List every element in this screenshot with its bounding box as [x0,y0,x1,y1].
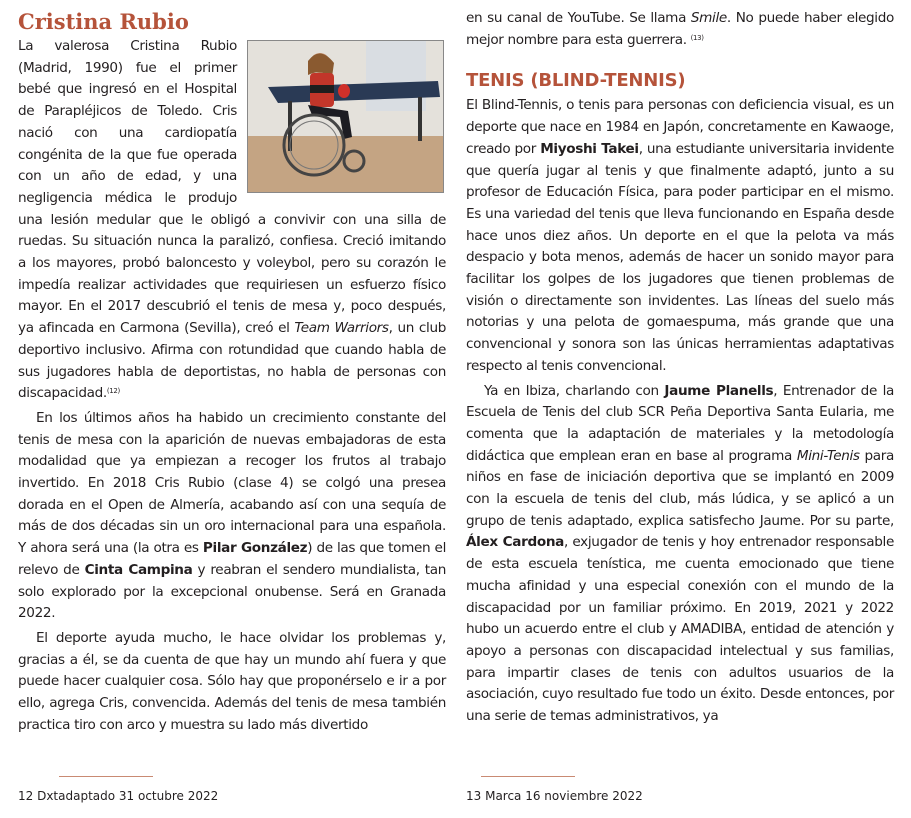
name-cinta-campina: Cinta Campina [84,561,193,578]
paragraph-continued: en su canal de YouTube. Se llama Smile. No puede haber elegido mejor nombre para esta guerrera. $^{(13)}$ [466,10,894,48]
paragraph-ibiza: Ya en Ibiza, charlando con Jaume Planells, Entrenador de la Escuela de Tenis del club SCR Peña Deportiva Santa Eularia, me comenta que la adaptación de materiales y la metodología didáctica que emplean eran en base al programa Mini-Tenis para niños en fase de iniciación deportiva que se implantó en 2009 con la escuela de tenis del club, más lúdica, y se aplicó a un grupo de tenis adaptado, explica satisfecho Jaume. Por su parte, Álex Cardona, exjugador de tenis y hoy entrenador responsable de esta escuela tenística, me cuenta emocionado que tiene mucha afinidad y una especial conexión con el mundo de la discapacidad por un familiar próximo. En 2019, 2021 y 2022 hubo un acuerdo entre el club y AMADIBA, entidad de atención y apoyo a personas con discapacidad intelectual y sus familias, para impartir clases de tenis con adultos usuarios de la asociación, cuyo resultado fue todo un éxito. Desde entonces, por una serie de temas administrativos, ya [466,382,895,725]
name-miyoshi-takei: Miyoshi Takei [540,140,639,157]
footnote-divider-right [481,776,575,777]
paragraph-blind-tennis: El Blind-Tennis, o tenis para personas con deficiencia visual, es un deporte que nace en 1984 en Japón, concretamente en Kawaoge, creado por Miyoshi Takei, una estudiante universitaria invidente que quería jugar al tenis y que finalmente adaptó, junto a su profesor de Educación Física, para poder participar en el mismo. Es una variedad del tenis que lleva funcionando en España desde hace unos diez años. Un deporte en el que la pelota va más despacio y bota menos, además de hacer un sonido mayor para facilitar los golpes de los jugadores que tienen problemas de visión o directamente son invidentes. Las líneas del suelo más notorias y una pelota de gomaespuma, más grande que una convencional y sonora son las únicas herramientas adaptativas respecto al tenis convencional. [466,97,894,374]
footnote-ref-13: (13) [690,33,704,42]
photo-cristina-rubio [247,40,444,193]
right-column [466,8,894,728]
name-jaume-planells: Jaume Planells [664,382,774,399]
section-heading-blind-tennis: TENIS (BLIND-TENNIS) [466,70,686,92]
name-pilar-gonzalez: Pilar González [202,540,308,557]
footnote-divider-left [59,776,153,777]
name-alex-cardona: Álex Cardona [466,534,564,551]
section-heading-cristina-rubio: Cristina Rubio [18,9,189,34]
left-column [18,8,446,737]
paragraph-3: El deporte ayuda mucho, le hace olvidar los problemas y, gracias a él, se da cuenta de que hay un mundo ahí fuera y que puede hacer cualquier cosa. Sólo hay que proponérselo e ir a por ello, agrega Cris, convencida. Además del tenis de mesa también practica tiro con arco y muestra su lado más divertido [18,629,446,733]
footnote-ref-12: (12) [106,387,120,396]
photo-illustration [248,41,443,192]
paragraph-2: En los últimos años ha habido un crecimiento constante del tenis de mesa con la aparición de nuevas embajadoras de esta modalidad que ya empiezan a recoger los frutos al trabajo invertido. En 2018 Cris Rubio (clase 4) se colgó una presea dorada en el Open de Almería, acabando así con una sequía de más de dos décadas sin un oro internacional para una española. Y ahora será una (la otra es Pilar González) de las que tomen el relevo de Cinta Campina y reabran el sendero mundialista, tan solo explorado por la excepcional onubense. Será en Granada 2022. [18,409,446,622]
footnote-13: 13 Marca 16 noviembre 2022 [466,789,643,803]
paragraph-1: La valerosa Cristina Rubio (Madrid, 1990) fue el primer bebé que ingresó en el Hospital de Parapléjicos de Toledo. Cris nació con una cardiopatía congénita de la que fue operada con un año de edad, y una negligencia médica le produjo una lesión medular que le obligó a convivir con una silla de ruedas. Su situación nunca la paralizó, confiesa. Creció imitando a los mayores, probó baloncesto y voleybol, pero su corazón le impedía realizar actividades que requiriesen un esfuerzo físico mayor. En el 2017 descubrió el tenis de mesa y, poco después, ya afincada en Carmona (Sevilla), creó el Team Warriors, un club deportivo inclusivo. Afirma con rotundidad que cuando habla de sus jugadores habla de deportistas, no habla de personas con discapacidad.$^{(12)}$ [18,38,446,402]
footnote-12: 12 Dxtadaptado 31 octubre 2022 [18,789,219,803]
